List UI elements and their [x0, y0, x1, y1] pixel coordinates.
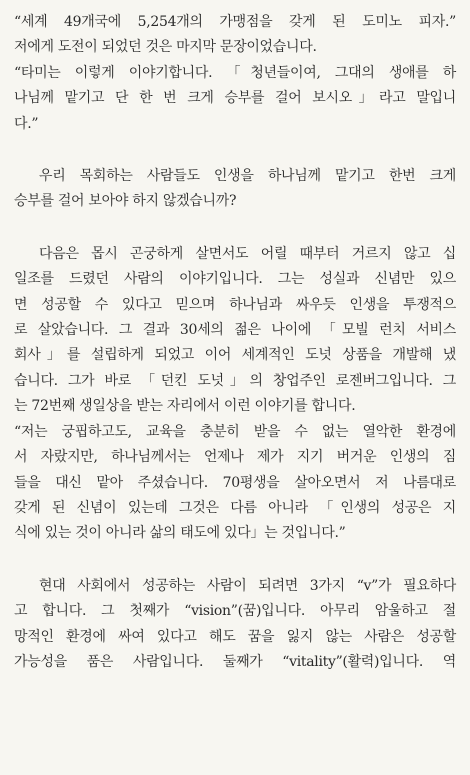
- text-line: 갖게 된 신념이 있는데 그것은 다름 아니라 「인생의 성공은 지: [14, 499, 456, 516]
- text-line: 다음은 몹시 곤궁하게 살면서도 어릴 때부터 거르지 않고 십: [39, 245, 456, 262]
- text-line: 우리 목회하는 사람들도 인생을 하나님께 맡기고 한번 크게: [39, 168, 456, 185]
- text-line: 서 자랐지만, 하나님께서는 언제나 제가 지기 버거운 인생의 짐: [14, 449, 456, 466]
- paragraph: [14, 10, 456, 137]
- text-line: 들을 대신 맡아 주셨습니다. 70평생을 살아오면서 저 나름대로: [14, 474, 456, 491]
- text-line: 식에 있는 것이 아니라 삶의 태도에 있다」는 것입니다.”: [14, 525, 346, 542]
- text-line: 는 72번째 생일상을 받는 자리에서 이런 이야기를 합니다.: [14, 398, 356, 415]
- text-line: 다.”: [14, 115, 39, 132]
- text-line: 회사」를 설립하게 되었고 이어 세계적인 도넛 상품을 개발해 냈: [14, 347, 456, 364]
- text-line: 나님께 맡기고 단 한 번 크게 승부를 걸어 보시오」라고 말입니: [14, 90, 456, 107]
- text-line: “세계 49개국에 5,254개의 가맹점을 갖게 된 도미노 피자.”: [14, 14, 456, 30]
- text-line: 망적인 환경에 싸여 있다고 해도 꿈을 잃지 않는 사람은 성공할: [14, 628, 456, 645]
- text-line: 승부를 걸어 보아야 하지 않겠습니까?: [14, 193, 237, 210]
- text-line: 현대 사회에서 성공하는 사람이 되려면 3가지 “v”가 필요하다: [39, 577, 456, 594]
- text-line: 고 합니다. 그 첫째가 “vision”(꿈)입니다. 아무리 암울하고 절: [14, 603, 456, 620]
- paragraph: [14, 242, 456, 547]
- text-line: 면 성공할 수 있다고 믿으며 하나님과 싸우듯 인생을 투쟁적으: [14, 296, 456, 313]
- text-line: “저는 궁핍하고도, 교육을 충분히 받을 수 없는 열악한 환경에: [14, 423, 456, 440]
- text-line: 일조를 드렸던 사람의 이야기입니다. 그는 성실과 신념만 있으: [14, 271, 456, 288]
- text-line: 습니다. 그가 바로 「던킨 도넛」의 창업주인 로젠버그입니다. 그: [14, 372, 456, 389]
- text-line: 로 살았습니다. 그 결과 30세의 젊은 나이에 「모빌 런치 서비스: [14, 322, 456, 339]
- paragraph: [14, 574, 456, 676]
- text-line: 저에게 도전이 되었던 것은 마지막 문장이었습니다.: [14, 39, 317, 56]
- paragraph: [14, 164, 456, 215]
- text-line: “타미는 이렇게 이야기합니다. 「청년들이여, 그대의 생애를 하: [14, 64, 456, 81]
- text-line: 가능성을 품은 사람입니다. 둘째가 “vitality”(활력)입니다. 역: [14, 653, 456, 670]
